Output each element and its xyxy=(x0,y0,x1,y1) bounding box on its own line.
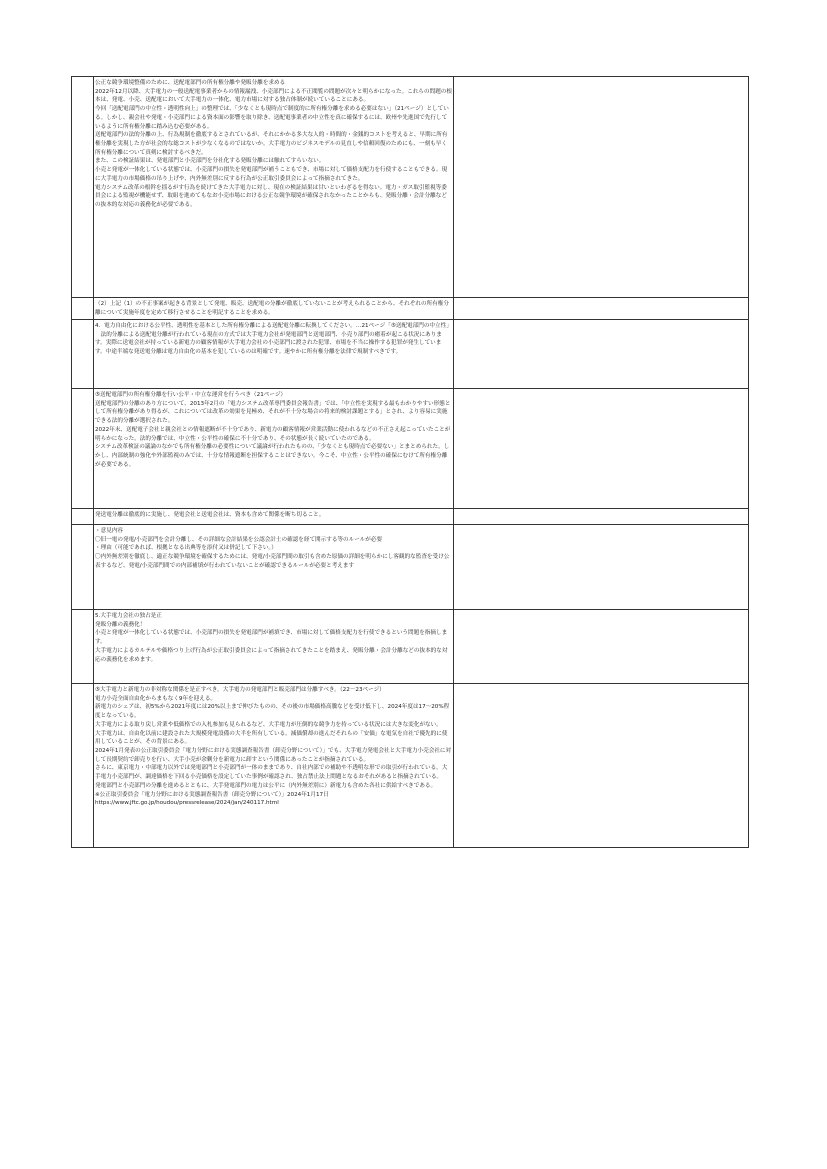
number-cell xyxy=(72,298,94,320)
opinion-cell xyxy=(94,525,454,610)
number-cell xyxy=(72,525,94,610)
opinion-paragraph: ・意見内容 xyxy=(95,528,123,534)
table-row xyxy=(72,320,749,389)
opinion-paragraph: 法的分離による送配電分離が行われている現在の方式では大手電力会社が発電部門と送電部門、小売り部門の癒着が起こる状況にあります。実際に送電会社が持っている新電力の顧客情報が大手電力会社の小売部門に渡された犯罪、市場を不当に操作する犯罪が発生しています。中途半端な発送電分離は電力自由化の基本を犯しているのは明確です。速やかに所有権分離を法律で規制すべきです。 xyxy=(95,331,442,356)
table-row xyxy=(72,298,749,320)
opinion-cell xyxy=(94,77,454,298)
response-cell xyxy=(454,525,749,610)
opinion-cell xyxy=(94,389,454,509)
number-cell xyxy=(72,389,94,509)
source-citation: ※公正取引委員会「電力分野における実態調査報告書（卸売分野について）」2024年1月17日 xyxy=(95,791,329,798)
opinion-paragraph: 発販分離の義務化！ xyxy=(95,621,146,628)
opinion-cell xyxy=(94,298,454,320)
opinion-paragraph: 2024年1月発表の公正取引委員会「電力分野における実態調査報告書（卸売分野について）」でも、大手電力発電会社と大手電力小売会社に対して長期契約で卸売りを行い、大手小売が余剰分を新電力に卸すという関係にあったことが指摘されている。 xyxy=(95,748,452,763)
opinion-paragraph: 発電部門と小売部門の分離を進めるとともに、大手発電部門の電力は公平に（内外無差別に）新電力も含めた各社に供給すべきである。 xyxy=(95,782,437,789)
opinion-paragraph: 2022年12月以降、大手電力の一般送配電事業者からの情報漏洩、小売部門による不正閲覧の問題が次々と明らかになった。これらの問題の根本は、発電、小売、送配電において大手電力の一体化、電力市場に対する独占体制が続いていることにある。 xyxy=(95,88,452,104)
response-cell xyxy=(454,684,749,848)
number-cell xyxy=(72,610,94,684)
source-url: https://www.jftc.go.jp/houdou/pressrelease/2024/jan/240117.html xyxy=(95,800,279,807)
opinion-paragraph: 送配電部門の分離のあり方について、2013年2月の「電力システム改革専門委員会報告書」では、「中立性を実現する最もわかりやすい形態として所有権分離があり得るが、これについては改革の効果を見極め、それが不十分な場合の将来的検討課題とする」とされ、より容易に実施できる法的分離が選択された。 xyxy=(95,400,451,425)
opinion-paragraph: 小売と発電が一体化している状態では、小売部門の損失を発電部門が補うこともでき、市場に対して価格支配力を行使することもできる。現に大手電力の市場価格の吊り上げや、内外無差別に反する行為が公正取引委員会によって指摘されてきた。 xyxy=(95,167,448,182)
opinion-paragraph: ⑤大手電力と新電力の非対称な関係を是正すべき。大手電力の発電部門と販売部門は分離すべき。（22－23ページ） xyxy=(95,687,385,693)
opinion-paragraph: ⑤送配電部門の所有権分離を行い公平・中立な運営を行うべき（21ページ） xyxy=(95,392,287,398)
opinion-paragraph: 小売と発電が一体化している状態では、小売部門の損失を発電部門が補填でき、市場に対して価格支配力を行使できるという問題を指摘します。 xyxy=(95,630,448,646)
opinion-paragraph: 大手電力によるカルテルや価格つり上げ行為が公正取引委員会によって指摘されてきたことを踏まえ、発販分離・会計分離などの抜本的な対応の義務化を求めます。 xyxy=(95,647,448,663)
opinion-paragraph: 電力小売全面自由化からまもなく9年を迎える。 xyxy=(95,695,217,702)
number-cell xyxy=(72,77,94,298)
response-cell xyxy=(454,610,749,684)
opinion-paragraph: 5.大手電力会社の独占是正 xyxy=(95,613,162,619)
table-row xyxy=(72,509,749,525)
opinion-paragraph: また、この検証結果は、発電部門と小売部門を分社化する発販分離には触れてすらいない。 xyxy=(95,158,325,165)
table-row xyxy=(72,525,749,610)
number-cell xyxy=(72,509,94,525)
response-cell xyxy=(454,509,749,525)
opinion-table xyxy=(71,76,749,848)
opinion-paragraph: さらに、東京電力・中部電力以外では発電部門と小売部門が一体のままであり、自社内部での補助や不透明な形での取引が行われている。大手電力小売部門が、調達価格を下回る小売価格を設定していた事例が確認され、独占禁止法上問題となるおそれがあると指摘されている。 xyxy=(95,765,448,781)
opinion-paragraph: 2022年末、送配電子会社と親会社との情報遮断が不十分であり、新電力の顧客情報が営業活動に使われるなどの不正さえ起こっていたことが明らかになった。法的分離では、中立性・公平性の確保に不十分であり、その状態が長く続いていたのである。 xyxy=(95,426,451,442)
table-row xyxy=(72,389,749,509)
table-row xyxy=(72,684,749,848)
number-cell xyxy=(72,320,94,389)
opinion-cell xyxy=(94,610,454,684)
opinion-paragraph: システム改革検証の議論のなかでも所有権分離の必要性について議論が行われたものの、「少なくとも現時点で必要ない」とまとめられた。しかし、内部統制の強化や外部監視のみでは、十分な情報遮断を担保することはできない。今こそ、中立性・公平性の確保にむけて所有権分離が必要である。 xyxy=(95,444,450,468)
opinion-paragraph: 新電力のシェアは、初5%から2021年度には20%以上まで伸びたものの、その後の市場価格高騰などを受け低下し、2024年度は17～20%程度となっている。 xyxy=(95,704,450,720)
opinion-paragraph: 発送電分離は徹底的に実施し、発電会社と送電会社は、資本も含めて関係を断ち切ること。 xyxy=(95,512,325,518)
opinion-paragraph: （2）上記（1）の不正事案が起きる背景として発電、販売、送配電の分離が徹底していないことが考えられることから、それぞれの所有権分離について実施年度を定めて移行させることを明記することを求める。 xyxy=(95,301,449,316)
opinion-paragraph: 大手電力による取り戻し営業や低価格での入札参加も見られるなど、大手電力が圧倒的な競争力を持っている状況には大きな変化がない。 xyxy=(95,721,442,728)
table-row xyxy=(72,610,749,684)
opinion-cell xyxy=(94,320,454,389)
opinion-paragraph: 今回「送配電部門の中立性・透明性向上」の整理では、「少なくとも現時点で制度的に所有権分離を求める必要はない」（21ページ）としている。しかし、親会社や発電・小売部門による資本面の影響を取り除き、送配電事業者の中立性を真に確保するには、欧州や先進国で先行しているように所有権分離に踏み込む必要がある。 xyxy=(95,106,449,130)
response-cell xyxy=(454,320,749,389)
response-cell xyxy=(454,77,749,298)
opinion-paragraph: 大手電力は、自由化以前に建設された大規模発電設備の大半を所有している。減価償却の進んだそれらの「安価」な電気を自社で優先的に使用していることが、その背景にある。 xyxy=(95,730,448,746)
table-row xyxy=(72,77,749,298)
opinion-paragraph: ・理由（可能であれば、根拠となる出典等を添付又は併記して下さい。） xyxy=(95,545,277,552)
opinion-paragraph: 電力システム改革の根幹を揺るがす行為を続けてきた大手電力に対し、現在の検証結果は甘いといわざるを得ない。電力・ガス取引監視等委員会による監視が機能せず、取組を進めてもなお小売市場における公正な競争環境が確保されなかったことからも、発販分離・会計分離などの抜本的な対応の義務化が必要である。 xyxy=(95,184,447,209)
opinion-paragraph: 4．電力自由化における公平性、透明性を基本とした所有権分離による送配電分離に転換してください。…21ページ「⑤送配電部門の中立性」 xyxy=(95,323,452,329)
response-cell xyxy=(454,389,749,509)
opinion-cell xyxy=(94,509,454,525)
opinion-cell xyxy=(94,684,454,848)
opinion-paragraph: 公正な競争環境整備のために、送配電部門の所有権分離や発販分離を求める xyxy=(95,80,286,86)
response-cell xyxy=(454,298,749,320)
opinion-paragraph: 〇旧一電の発電/小売部門を会計分離し、その詳細な会計結果を公認会計士の確認を経て開示する等のルールが必要 xyxy=(95,536,383,543)
opinion-paragraph: 送配電部門の法的分離の上、行為規制を徹底するとされているが、それにかかる多大な人的・時間的・金銭的コストを考えると、早期に所有権分離を実現した方が社会的な総コストが少なくなるのではないか。大手電力のビジネスモデルの見直しや信頼回復のためにも、一刻も早く所有権分離について真剣に検討するべきだ。 xyxy=(95,132,448,156)
number-cell xyxy=(72,684,94,848)
opinion-paragraph: 〇内外無差別を徹底し、適正な競争環境を確保するためには、発電/小売部門間の取引も含めた原価の詳細を明らかにし客観的な監査を受け公表するなど、発電/小売部門間での内部補填が行われていないことが確認できるルールが必要と考えます xyxy=(95,554,450,569)
